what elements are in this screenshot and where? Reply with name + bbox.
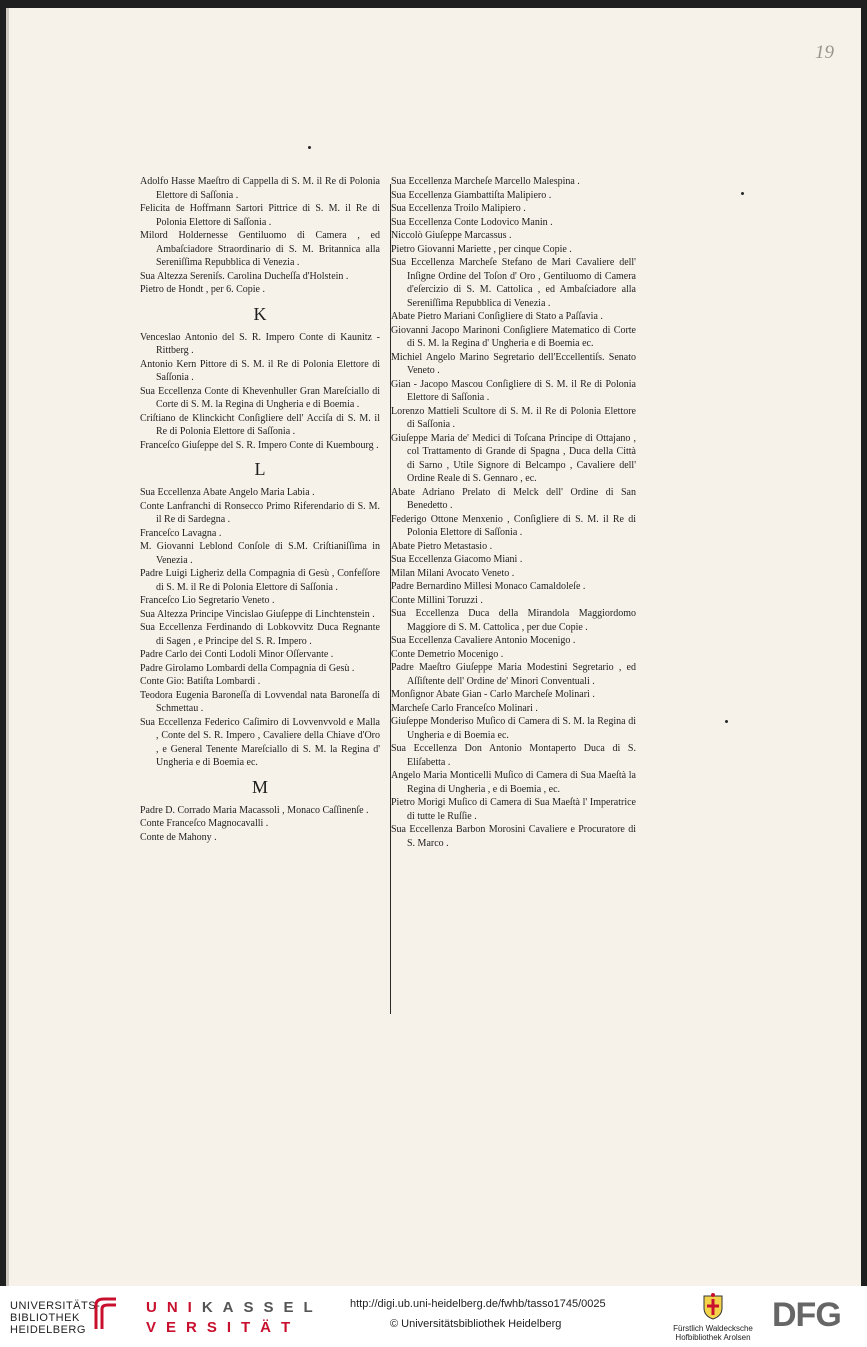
subscriber-entry: Sua Eccellenza Conte Lodovico Manin .	[391, 216, 553, 228]
subscriber-entry: Monſignor Abate Gian - Carlo Marcheſe Molinari .	[391, 689, 595, 700]
subscriber-entry: Federigo Ottone Menxenio , Conſigliere di S. M. il Re di Polonia Elettore di Saſſonia .	[391, 513, 636, 538]
subscriber-entry: Sua Eccellenza Barbon Morosini Cavaliere e Procuratore di S. Marco .	[391, 824, 636, 849]
kassel-uni-text: UNI	[146, 1299, 202, 1316]
subscriber-entry: Sua Eccellenza Giacomo Miani .	[391, 554, 523, 565]
kassel-versitaet-text: VERSITÄT	[146, 1319, 301, 1336]
heidelberg-library-logo[interactable]	[10, 1300, 100, 1336]
subscriber-entry: Franceſco Lavagna .	[140, 527, 222, 539]
library-name-line2: BIBLIOTHEK	[10, 1312, 80, 1324]
subscriber-entry: Sua Eccellenza Conte di Khevenhuller Gran Mareſciallo di Corte di S. M. la Regina di Ungheria e di Boemia .	[140, 385, 380, 410]
scanned-page	[6, 8, 861, 1286]
left-column	[140, 175, 380, 844]
library-emblem-icon	[92, 1295, 120, 1333]
subscriber-entry: Lorenzo Mattieli Scultore di S. M. il Re di Polonia Elettore di Saſſonia .	[391, 405, 636, 430]
arolsen-library-logo[interactable]	[668, 1292, 758, 1342]
subscriber-entry: Gian - Jacopo Mascou Conſigliere di S. M. il Re di Polonia Elettore di Saſſonia .	[391, 378, 636, 403]
library-name-line1: UNIVERSITÄTS-	[10, 1300, 101, 1312]
subscriber-entry: Giovanni Jacopo Marinoni Conſigliere Matematico di Corte di S. M. la Regina d' Ungheria e di Boemia ec.	[391, 324, 636, 349]
subscriber-entry: Padre Carlo dei Conti Lodoli Minor Oſſervante .	[140, 649, 334, 660]
section-letter: L	[254, 459, 266, 479]
subscriber-entry: Antonio Kern Pittore di S. M. il Re di Polonia Elettore di Saſſonia .	[140, 358, 380, 383]
subscriber-entry: Felicita de Hoffmann Sartori Pittrice di S. M. il Re di Polonia Elettore di Saſſonia .	[140, 203, 380, 228]
subscriber-entry: Conte Lanfranchi di Ronsecco Primo Riferendario di S. M. il Re di Sardegna .	[140, 500, 380, 525]
subscriber-entry: Pietro Morigi Muſico di Camera di Sua Maeſtà l' Imperatrice di tutte le Ruſſie .	[391, 797, 636, 822]
subscriber-entry: Marcheſe Carlo Franceſco Molinari .	[391, 702, 538, 714]
subscriber-entry: Abate Adriano Prelato di Melck dell' Ordine di San Benedetto .	[391, 486, 636, 511]
kassel-university-logo[interactable]	[146, 1298, 323, 1338]
subscriber-entry: Adolfo Hasse Maeſtro di Cappella di S. M. il Re di Polonia Elettore di Saſſonia .	[140, 176, 380, 201]
permalink-url[interactable]: http://digi.ub.uni-heidelberg.de/fwhb/tasso1745/0025	[350, 1298, 606, 1310]
subscriber-entry: Padre Bernardino Millesi Monaco Camaldoleſe .	[391, 581, 586, 592]
subscriber-entry: Milan Milani Avocato Veneto .	[391, 567, 515, 579]
subscriber-entry: Michiel Angelo Marino Segretario dell'Eccellentiſs. Senato Veneto .	[391, 351, 636, 376]
arolsen-line2: Hofbibliothek Arolsen	[675, 1333, 751, 1342]
copyright-notice: © Universitätsbibliothek Heidelberg	[390, 1318, 562, 1330]
subscriber-entry: Franceſco Lio Segretario Veneto .	[140, 595, 275, 606]
subscriber-entry: Pietro Giovanni Mariette , per cinque Copie .	[391, 243, 572, 255]
subscriber-entry: Padre Luigi Ligheriz della Compagnia di Gesù , Confeſſore di S. M. il Re di Polonia Elettore di Saſſonia .	[140, 568, 380, 593]
subscriber-entry: Criſtiano de Klinckicht Conſigliere dell' Acciſa di S. M. il Re di Polonia Elettore di Saſſonia .	[140, 412, 380, 437]
subscriber-entry: Sua Eccellenza Troilo Malipiero .	[391, 203, 526, 214]
arolsen-line1: Fürstlich Waldecksche	[673, 1324, 753, 1333]
subscriber-entry: Sua Eccellenza Federico Caſimiro di Lovvenvvold e Malla , Conte del S. R. Impero , Cavaliere della Chiave d'Oro , e General Tenente Mareſciallo di S. M. la Regina d' Ungheria e di Boemia ec.	[140, 716, 380, 768]
subscriber-entry: Pietro de Hondt , per 6. Copie .	[140, 284, 265, 295]
subscriber-entry: Sua Eccellenza Cavaliere Antonio Mocenigo .	[391, 635, 576, 646]
footer-bar	[0, 1286, 867, 1347]
dfg-logo[interactable]: DFG	[772, 1296, 841, 1334]
subscriber-entry: Padre Maeſtro Giuſeppe Maria Modestini Segretario , ed Aſſiſtente dell' Ordine de' Minori Conventuali .	[391, 662, 636, 687]
subscriber-entry: Conte Gio: Batiſta Lombardi .	[140, 676, 261, 687]
subscriber-entry: Teodora Eugenia Baroneſſa di Lovvendal nata Baroneſſa di Schmettau .	[140, 689, 380, 714]
subscriber-entry: Padre D. Corrado Maria Macassoli , Monaco Caſſinenſe .	[140, 804, 369, 816]
subscriber-entry: Niccolò Giuſeppe Marcassus .	[391, 230, 512, 241]
page-number: 19	[815, 42, 834, 63]
subscriber-entry: Venceslao Antonio del S. R. Impero Conte di Kaunitz - Rittberg .	[140, 331, 380, 356]
subscriber-entry: M. Giovanni Leblond Conſole di S.M. Criſtianiſſima in Venezia .	[140, 541, 380, 566]
right-column	[391, 175, 636, 850]
subscriber-entry: Milord Holdernesse Gentiluomo di Camera , ed Ambaſciadore Straordinario di S. M. Britannica alla Sereniſſima Repubblica di Venezia .	[140, 230, 380, 268]
subscriber-entry: Conte de Mahony .	[140, 831, 217, 843]
subscriber-entry: Abate Pietro Metastasio .	[391, 540, 493, 552]
subscriber-entry: Conte Millini Toruzzi .	[391, 594, 483, 606]
subscriber-entry: Sua Eccellenza Ferdinando di Lobkovvitz Duca Regnante di Sagen , e Principe del S. R. Impero .	[140, 622, 380, 647]
subscriber-entry: Sua Eccellenza Abate Angelo Maria Labia .	[140, 487, 315, 498]
subscriber-entry: Giuſeppe Maria de' Medici di Toſcana Principe di Ottajano , col Trattamento di Grande di Spagna , Duca della Città di Sarno , Utile Signore di Belcampo , Cavaliere dell' Ordine Reale di S. Gennaro , ec.	[391, 432, 636, 484]
subscriber-entry: Sua Eccellenza Don Antonio Montaperto Duca di S. Eliſabetta .	[391, 743, 636, 768]
kassel-name-text: KASSEL	[201, 1299, 323, 1316]
subscriber-entry: Sua Altezza Principe Vincislao Giuſeppe di Linchtenstein .	[140, 608, 375, 620]
subscriber-entry: Sua Eccellenza Duca della Mirandola Maggiordomo Maggiore di S. M. Cattolica , per due Copie .	[391, 608, 636, 633]
coat-of-arms-icon	[702, 1292, 724, 1320]
library-name-line3: HEIDELBERG	[10, 1324, 86, 1336]
subscriber-entry: Angelo Maria Monticelli Muſico di Camera di Sua Maeſtà la Regina di Ungheria , e di Boemia , ec.	[391, 770, 636, 795]
ink-speck	[741, 192, 744, 195]
subscriber-entry: Franceſco Giuſeppe del S. R. Impero Conte di Kuembourg .	[140, 439, 379, 451]
subscriber-entry: Sua Eccellenza Giambattiſta Malipiero .	[391, 189, 552, 201]
subscriber-entry: Sua Eccellenza Marcheſe Stefano de Mari Cavaliere dell' Inſigne Ordine del Toſon d' Oro , Gentiluomo di Camera d'eſercizio di S. M. Cattolica , ed Ambaſciadore alla Sereniſſima Repubblica di Venezia .	[391, 257, 636, 309]
ink-speck	[725, 720, 728, 723]
subscriber-entry: Sua Altezza Sereniſs. Carolina Ducheſſa d'Holstein .	[140, 270, 349, 282]
section-letter: K	[253, 303, 267, 324]
subscriber-entry: Conte Demetrio Mocenigo .	[391, 648, 504, 660]
subscriber-entry: Giuſeppe Monderiso Muſico di Camera di S. M. la Regina di Ungheria e di Boemia ec.	[391, 716, 636, 741]
section-letter: M	[251, 776, 268, 797]
subscriber-entry: Padre Girolamo Lombardi della Compagnia di Gesù .	[140, 662, 355, 674]
subscriber-entry: Sua Eccellenza Marcheſe Marcello Malespina .	[391, 176, 580, 187]
ink-speck	[308, 146, 311, 149]
subscriber-entry: Conte Franceſco Magnocavalli .	[140, 818, 269, 829]
subscriber-entry: Abate Pietro Mariani Conſigliere di Stato a Paſſavia .	[391, 311, 603, 322]
